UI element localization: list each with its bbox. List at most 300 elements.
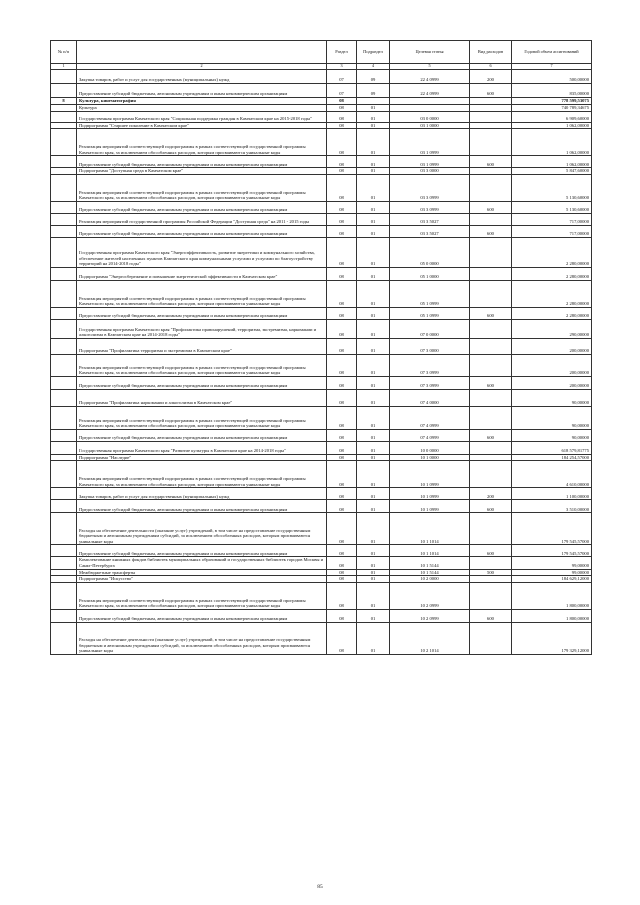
row-number [51,569,77,576]
row-number [51,84,77,98]
row-section: 08 [327,237,357,267]
row-target-article: 10 1 0999 [390,500,470,513]
row-name: Закупка товаров, работ и услуг для государственных (муниципальных) нужд [77,70,327,84]
row-amount: 1 800,00000 [512,582,592,609]
row-section: 08 [327,213,357,225]
table-body [51,70,592,655]
row-expense-type: 600 [470,500,512,513]
table-row [51,622,592,654]
row-subsection: 01 [357,111,390,122]
row-target-article: 03 3 0999 [390,201,470,213]
row-subsection: 01 [357,557,390,569]
row-subsection: 01 [357,237,390,267]
row-section: 08 [327,429,357,441]
row-section: 08 [327,609,357,622]
row-subsection: 01 [357,168,390,175]
row-expense-type: 500 [470,569,512,576]
row-name: Предоставление субсидий бюджетным, автономным учреждениям и иным некоммерческим организациям [77,545,327,557]
row-name: Комплектование книжных фондов библиотек муниципальных образований и государственных библиотек городов Москвы и Санкт-Петербурга [77,557,327,569]
row-number [51,213,77,225]
row-expense-type [470,237,512,267]
row-amount: 200,00000 [512,376,592,389]
table-row [51,105,592,112]
table-row [51,338,592,354]
row-expense-type [470,129,512,156]
row-section: 08 [327,461,357,488]
row-section: 08 [327,545,357,557]
row-name: Расходы на обеспечение деятельности (оказание услуг) учреждений, в том числе на предоставление государственным бюджетным и автономным учреждениям субсидий, за исключением обособленных расходов, которым присваиваются уникальные коды [77,513,327,545]
column-number: 2 [77,64,327,70]
column-number: 7 [512,64,592,70]
row-name: Подпрограмма "Энергосбережение и повышение энергетической эффективности в Камчатском крае" [77,267,327,280]
row-amount: 835,00000 [512,84,592,98]
row-amount: 717,00000 [512,225,592,237]
row-section: 08 [327,307,357,319]
row-subsection: 01 [357,545,390,557]
row-section: 08 [327,129,357,156]
row-expense-type: 200 [470,70,512,84]
table-row [51,406,592,429]
row-subsection: 01 [357,441,390,454]
row-expense-type [470,389,512,406]
row-target-article: 05 1 0999 [390,307,470,319]
row-target-article: 03 1 0999 [390,129,470,156]
row-expense-type: 200 [470,488,512,500]
table-row [51,201,592,213]
table-row [51,500,592,513]
row-subsection: 01 [357,406,390,429]
row-name: Реализация мероприятий соответствующей подпрограммы в рамках соответствующей государственной программы Камчатского края, за исключением обособленных расходов, которым присваиваются уникальные коды [77,280,327,307]
row-target-article: 03 1 0999 [390,156,470,168]
header-subsection: Подраздел [357,41,390,64]
row-target-article: 07 0 0000 [390,319,470,338]
row-section: 08 [327,319,357,338]
row-subsection: 01 [357,582,390,609]
table-row [51,441,592,454]
row-number [51,513,77,545]
row-section: 07 [327,84,357,98]
header-target: Целевая статья [390,41,470,64]
row-name: Предоставление субсидий бюджетным, автономным учреждениям и иным некоммерческим организациям [77,429,327,441]
table-row [51,280,592,307]
row-target-article: 10 2 0999 [390,582,470,609]
row-name: Государственная программа Камчатского края "Энергоэффективность, развитие энергетики и коммунального хозяйства, обеспечение жителей населенных пунктов Камчатского края коммунальными услугами и услугами по благоустройству территорий на 2014-2018 годы" [77,237,327,267]
row-name: Подпрограмма "Профилактика терроризма и экстремизма в Камчатском крае" [77,338,327,354]
row-section: 08 [327,406,357,429]
table-row [51,319,592,338]
row-expense-type: 600 [470,429,512,441]
row-section: 08 [327,280,357,307]
row-amount: 179 545,57000 [512,545,592,557]
row-number [51,168,77,175]
row-subsection: 01 [357,280,390,307]
row-subsection: 01 [357,389,390,406]
row-amount: 1 800,00000 [512,609,592,622]
row-section: 08 [327,168,357,175]
row-subsection: 01 [357,319,390,338]
row-expense-type [470,280,512,307]
row-section: 08 [327,201,357,213]
row-subsection: 01 [357,129,390,156]
row-target-article: 22 4 0999 [390,70,470,84]
row-target-article: 10 0 0000 [390,441,470,454]
row-section: 08 [327,122,357,129]
row-name: Предоставление субсидий бюджетным, автономным учреждениям и иным некоммерческим организациям [77,307,327,319]
row-target-article: 03 0 0000 [390,111,470,122]
row-section: 08 [327,98,357,105]
row-number [51,338,77,354]
row-amount: 200,00000 [512,338,592,354]
table-row [51,582,592,609]
row-section: 08 [327,622,357,654]
row-subsection: 01 [357,307,390,319]
row-subsection: 01 [357,267,390,280]
row-name: Предоставление субсидий бюджетным, автономным учреждениям и иным некоммерческим организациям [77,156,327,168]
row-expense-type [470,111,512,122]
row-subsection: 01 [357,174,390,201]
row-subsection: 01 [357,429,390,441]
row-subsection: 09 [357,70,390,84]
row-subsection: 01 [357,156,390,168]
header-amount: Годовой объем ассигнований [512,41,592,64]
row-target-article: 10 2 0000 [390,576,470,583]
header-num: № п/п [51,41,77,64]
row-section: 08 [327,576,357,583]
row-section: 08 [327,513,357,545]
row-number [51,70,77,84]
row-number [51,622,77,654]
row-amount: 2 280,00000 [512,237,592,267]
row-section: 08 [327,376,357,389]
row-number [51,156,77,168]
row-subsection: 01 [357,213,390,225]
table-row [51,376,592,389]
row-section: 08 [327,582,357,609]
row-number [51,129,77,156]
row-number [51,237,77,267]
budget-sheet [50,40,591,655]
row-name: Государственная программа Камчатского края "Социальная поддержка граждан в Камчатском крае на 2015-2018 годы" [77,111,327,122]
row-expense-type [470,576,512,583]
row-amount: 3 510,00000 [512,500,592,513]
table-row [51,70,592,84]
row-expense-type: 600 [470,545,512,557]
row-target-article: 10 1 0000 [390,454,470,461]
row-expense-type [470,122,512,129]
row-number [51,461,77,488]
row-name: Расходы на обеспечение деятельности (оказание услуг) учреждений, в том числе на предоставление государственным бюджетным и автономным учреждениям субсидий, за исключением обособленных расходов, которым присваиваются уникальные коды [77,622,327,654]
row-amount: 1 100,00000 [512,488,592,500]
row-expense-type [470,319,512,338]
row-target-article: 10 2 1014 [390,622,470,654]
row-name: Реализация мероприятий соответствующей подпрограммы в рамках соответствующей государственной программы Камчатского края, за исключением обособленных расходов, которым присваиваются уникальные коды [77,406,327,429]
table-row [51,354,592,376]
row-target-article: 03 3 0999 [390,174,470,201]
row-target-article: 10 1 1014 [390,545,470,557]
table-row [51,111,592,122]
row-amount: 2 280,00000 [512,267,592,280]
table-row [51,454,592,461]
row-number [51,376,77,389]
row-expense-type: 600 [470,609,512,622]
row-section: 08 [327,389,357,406]
column-number: 5 [390,64,470,70]
column-number: 4 [357,64,390,70]
table-row [51,307,592,319]
column-number: 6 [470,64,512,70]
row-target-article: 07 4 0000 [390,389,470,406]
row-amount: 179 545,57000 [512,513,592,545]
row-target-article: 03 3 5027 [390,225,470,237]
row-expense-type [470,174,512,201]
table-row [51,488,592,500]
row-amount: 5 847,60000 [512,168,592,175]
row-name: Реализация мероприятий соответствующей подпрограммы в рамках соответствующей государственной программы Камчатского края, за исключением обособленных расходов, которым присваиваются уникальные коды [77,354,327,376]
row-expense-type [470,582,512,609]
table-row [51,545,592,557]
row-amount: 184 254,57000 [512,454,592,461]
row-name: Подпрограмма "Доступная среда в Камчатском крае" [77,168,327,175]
row-expense-type [470,338,512,354]
row-expense-type: 600 [470,156,512,168]
row-expense-type: 600 [470,84,512,98]
row-target-article: 05 1 0999 [390,280,470,307]
table-row [51,513,592,545]
row-target-article: 03 1 0000 [390,122,470,129]
row-amount: 2 280,00000 [512,280,592,307]
row-number [51,557,77,569]
table-row [51,98,592,105]
row-name: Предоставление субсидий бюджетным, автономным учреждениям и иным некоммерческим организациям [77,609,327,622]
row-expense-type: 600 [470,225,512,237]
row-subsection: 01 [357,338,390,354]
row-amount: 99,00000 [512,569,592,576]
row-target-article [390,105,470,112]
row-target-article: 22 4 0999 [390,84,470,98]
row-subsection: 01 [357,576,390,583]
row-name: Реализация мероприятий государственной программы Российской Федерации "Доступная среда" на 2011 - 2015 годы [77,213,327,225]
row-name: Предоставление субсидий бюджетным, автономным учреждениям и иным некоммерческим организациям [77,225,327,237]
row-section: 08 [327,174,357,201]
row-subsection: 01 [357,376,390,389]
row-subsection: 09 [357,84,390,98]
row-subsection: 01 [357,105,390,112]
row-section: 08 [327,488,357,500]
row-number [51,319,77,338]
row-amount: 2 280,00000 [512,307,592,319]
row-name: Подпрограмма "Искусство" [77,576,327,583]
row-number [51,609,77,622]
table-row [51,213,592,225]
row-expense-type: 600 [470,307,512,319]
row-expense-type: 600 [470,376,512,389]
row-subsection: 01 [357,609,390,622]
row-target-article: 10 2 0999 [390,609,470,622]
row-section: 08 [327,105,357,112]
row-amount: 179 329,12000 [512,622,592,654]
row-amount: 200,00000 [512,354,592,376]
row-target-article [390,98,470,105]
table-row [51,429,592,441]
row-number [51,105,77,112]
row-name: Межбюджетные трансферты [77,569,327,576]
row-target-article: 10 1 0999 [390,461,470,488]
page-number: 85 [317,884,323,890]
row-target-article: 10 1 1014 [390,513,470,545]
row-expense-type [470,406,512,429]
row-subsection: 01 [357,569,390,576]
row-number [51,454,77,461]
row-number [51,201,77,213]
table-row [51,267,592,280]
row-section: 08 [327,354,357,376]
row-amount: 99,00000 [512,557,592,569]
row-target-article: 07 4 0999 [390,406,470,429]
row-amount: 90,00000 [512,389,592,406]
table-row [51,569,592,576]
row-amount: 1 062,00000 [512,122,592,129]
table-row [51,461,592,488]
row-number [51,280,77,307]
row-name: Реализация мероприятий соответствующей подпрограммы в рамках соответствующей государственной программы Камчатского края, за исключением обособленных расходов, которым присваиваются уникальные коды [77,129,327,156]
row-name: Культура, кинематография [77,98,327,105]
row-subsection: 01 [357,201,390,213]
row-name: Реализация мероприятий соответствующей подпрограммы в рамках соответствующей государственной программы Камчатского края, за исключением обособленных расходов, которым присваиваются уникальные коды [77,461,327,488]
table-row [51,168,592,175]
row-amount: 1 062,00000 [512,129,592,156]
row-subsection: 01 [357,225,390,237]
header-name [77,41,327,64]
row-expense-type [470,354,512,376]
row-name: Государственная программа Камчатского края "Развитие культуры в Камчатском крае на 2014-2018 годы" [77,441,327,454]
row-number [51,225,77,237]
row-section: 08 [327,569,357,576]
row-number [51,582,77,609]
row-amount: 618 579,81775 [512,441,592,454]
row-expense-type [470,168,512,175]
row-section: 08 [327,225,357,237]
column-number: 1 [51,64,77,70]
row-amount: 778 599,53075 [512,98,592,105]
row-expense-type [470,267,512,280]
row-amount: 6 909,60000 [512,111,592,122]
row-section: 08 [327,500,357,513]
row-target-article: 07 3 0000 [390,338,470,354]
row-number [51,500,77,513]
budget-table [50,40,592,655]
row-section: 08 [327,441,357,454]
row-name: Реализация мероприятий соответствующей подпрограммы в рамках соответствующей государственной программы Камчатского края, за исключением обособленных расходов, которым присваиваются уникальные коды [77,174,327,201]
row-name: Культура [77,105,327,112]
table-row [51,122,592,129]
table-row [51,609,592,622]
header-expense-type: Вид расходов [470,41,512,64]
row-number [51,429,77,441]
row-expense-type [470,441,512,454]
row-expense-type [470,105,512,112]
row-section: 08 [327,156,357,168]
row-amount: 1 062,00000 [512,156,592,168]
row-amount: 184 629,12000 [512,576,592,583]
row-target-article: 07 3 0999 [390,376,470,389]
row-name: Предоставление субсидий бюджетным, автономным учреждениям и иным некоммерческим организациям [77,500,327,513]
row-number [51,488,77,500]
row-amount: 90,00000 [512,429,592,441]
row-expense-type [470,622,512,654]
table-row [51,557,592,569]
row-name: Предоставление субсидий бюджетным, автономным учреждениям и иным некоммерческим организациям [77,376,327,389]
row-name: Предоставление субсидий бюджетным, автономным учреждениям и иным некоммерческим организациям [77,201,327,213]
row-number [51,441,77,454]
row-subsection: 01 [357,622,390,654]
row-target-article: 03 3 0000 [390,168,470,175]
row-target-article: 10 1 0999 [390,488,470,500]
table-row [51,129,592,156]
row-expense-type [470,461,512,488]
row-target-article: 10 1 5144 [390,557,470,569]
row-expense-type [470,454,512,461]
row-expense-type [470,213,512,225]
row-subsection: 01 [357,513,390,545]
table-row [51,389,592,406]
row-number [51,406,77,429]
table-row [51,156,592,168]
row-number: 8 [51,98,77,105]
row-amount: 4 610,00000 [512,461,592,488]
row-target-article: 05 0 0000 [390,237,470,267]
row-subsection: 01 [357,488,390,500]
row-number [51,354,77,376]
row-number [51,111,77,122]
row-amount: 717,00000 [512,213,592,225]
table-row [51,174,592,201]
row-subsection: 01 [357,122,390,129]
row-amount: 90,00000 [512,406,592,429]
row-name: Подпрограмма "Старшее поколение в Камчатском крае" [77,122,327,129]
row-expense-type [470,98,512,105]
row-subsection: 01 [357,354,390,376]
row-amount: 5 130,60000 [512,174,592,201]
row-name: Предоставление субсидий бюджетным, автономным учреждениям и иным некоммерческим организациям [77,84,327,98]
row-target-article: 05 1 0000 [390,267,470,280]
row-number [51,307,77,319]
row-amount: 290,00000 [512,319,592,338]
row-target-article: 10 1 5144 [390,569,470,576]
row-target-article: 07 4 0999 [390,429,470,441]
row-target-article: 07 3 0999 [390,354,470,376]
row-amount: 5 130,60000 [512,201,592,213]
row-name: Подпрограмма "Наследие" [77,454,327,461]
table-row [51,225,592,237]
row-expense-type [470,557,512,569]
row-section: 08 [327,338,357,354]
row-number [51,545,77,557]
row-section: 08 [327,454,357,461]
row-section: 08 [327,557,357,569]
row-name: Реализация мероприятий соответствующей подпрограммы в рамках соответствующей государственной программы Камчатского края, за исключением обособленных расходов, которым присваиваются уникальные коды [77,582,327,609]
table-row [51,84,592,98]
row-section: 08 [327,267,357,280]
row-name: Государственная программа Камчатского края "Профилактика правонарушений, терроризма, экстремизма, наркомании и алкоголизма в Камчатском крае на 2014-2018 годы" [77,319,327,338]
row-name: Подпрограмма "Профилактика наркомании и алкоголизма в Камчатском крае" [77,389,327,406]
row-amount: 500,00000 [512,70,592,84]
row-name: Закупка товаров, работ и услуг для государственных (муниципальных) нужд [77,488,327,500]
row-number [51,576,77,583]
row-amount: 740 789,34675 [512,105,592,112]
table-row [51,576,592,583]
row-number [51,267,77,280]
row-subsection: 01 [357,454,390,461]
